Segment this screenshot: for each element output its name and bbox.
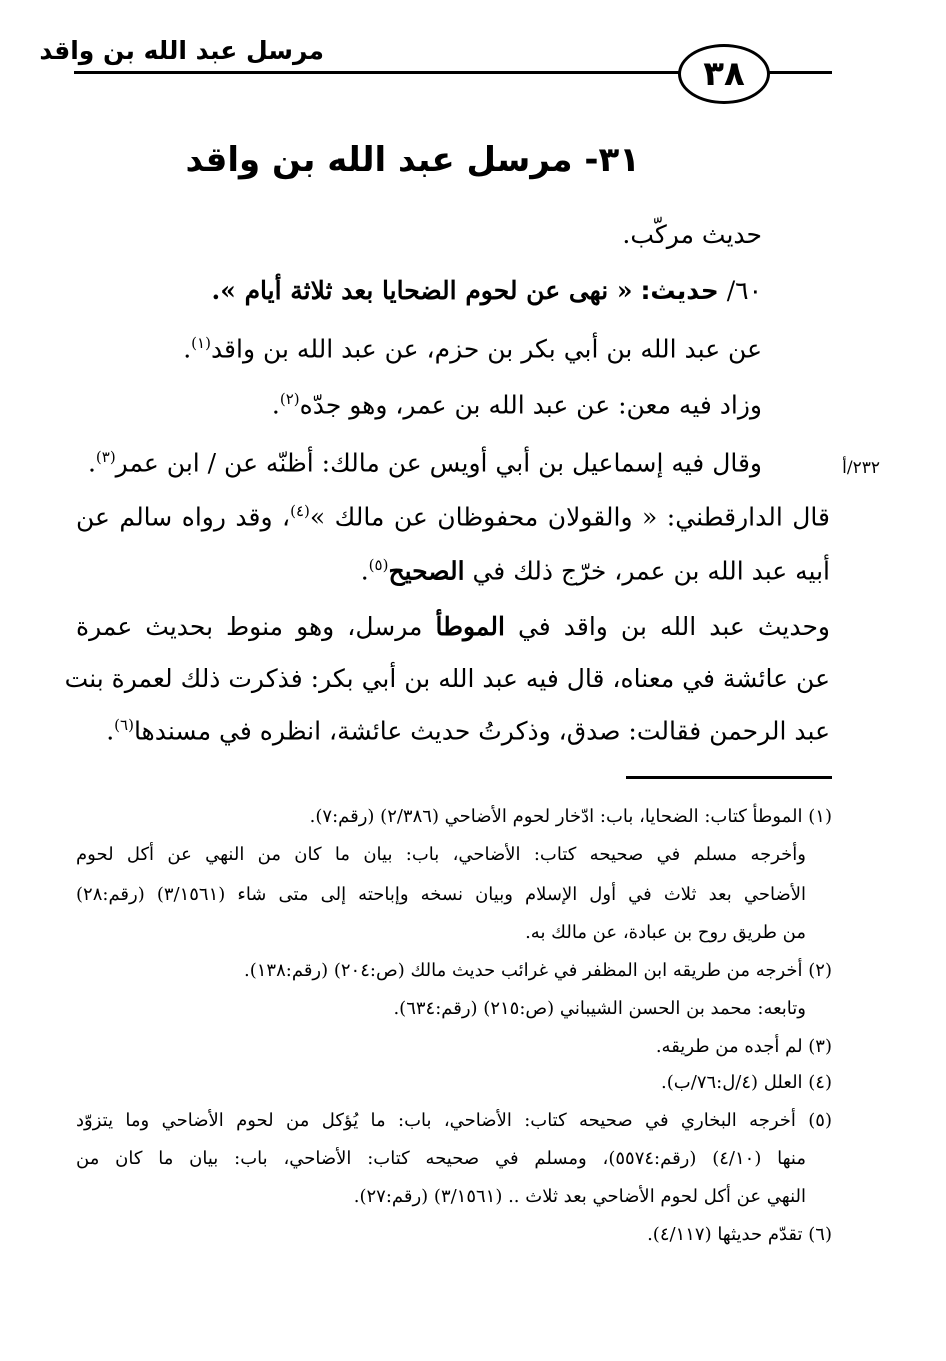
footnote-ref-5: (٥) [368,556,389,574]
footnote-ref-1: (١) [191,334,211,352]
body-line-4-text: وزاد فيه معن: عن عبد الله بن عمر، وهو جدّه [299,390,762,420]
body-line-8 [76,612,830,642]
footnote-6: (٦) تقدّم حديثها (٤/١١٧). [647,1224,832,1245]
chapter-title: ٣١- مرسل عبد الله بن واقد [185,140,640,180]
body-line-5: وقال فيه إسماعيل بن أبي أويس عن مالك: أظنّه عن / ابن عمر$^{(٣)}$. [87,448,762,478]
footnote-5-line-3: النهي عن أكل لحوم الأضاحي بعد ثلاث .. (٣/١٥٦١) (رقم:٢٧). [353,1186,806,1207]
footnote-ref-3: (٣) [95,448,116,466]
body-line-8-text-a: وحديث عبد الله بن واقد في [517,612,831,641]
footnote-separator [626,776,832,779]
body-line-1: حديث مركّب. [622,220,762,249]
margin-folio-note: ٢٣٢/أ [842,458,880,478]
body-line-6-text-a: قال الدارقطني: « والقولان محفوظان عن مالك » [309,502,830,532]
body-line-3: عن عبد الله بن أبي بكر بن حزم، عن عبد الله بن واقد$^{(١)}$. [183,334,762,364]
footnote-2: (٢) أخرجه من طريقه ابن المظفر في غرائب حديث مالك (ص:٢٠٤) (رقم:١٣٨). [244,960,832,981]
page-number: ٣٨ [678,44,770,104]
body-line-7: أبيه عبد الله بن عمر، خرّج ذلك في الصحيح$^{(٥)}$. [360,556,830,586]
footnote-1-line-2: وأخرجه مسلم في صحيحه كتاب: الأضاحي، باب: بيان ما كان من النهي عن أكل لحوم [76,844,806,865]
body-line-8-bold: الموطأ [435,612,505,641]
footnote-1: (١) الموطأ كتاب: الضحايا، باب: ادّخار لحوم الأضاحي (٢/٣٨٦) (رقم:٧). [309,806,832,827]
body-line-10: عبد الرحمن فقالت: صدق، وذكرتُ حديث عائشة، انظره في مسندها$^{(٦)}$. [106,716,830,746]
footnote-3: (٣) لم أجده من طريقه. [655,1036,832,1057]
footnote-2-line-2: وتابعه: محمد بن الحسن الشيباني (ص:٢١٥) (رقم:٦٣٤). [393,998,806,1019]
body-line-9: عن عائشة في معناه، قال فيه عبد الله بن أبي بكر: فذكرت ذلك لعمرة بنت [64,664,830,693]
body-line-8-text-b: مرسل، وهو منوط بحديث عمرة [76,612,423,641]
body-line-3-text: عن عبد الله بن أبي بكر بن حزم، عن عبد الله بن واقد [210,334,762,364]
footnote-5: (٥) أخرجه البخاري في صحيحه كتاب: الأضاحي، باب: ما يُؤكل من لحوم الأضاحي وما يتزوّد [76,1110,832,1131]
body-line-6 [76,502,830,532]
footnote-4: (٤) العلل (٤/ل:٧٦/ب). [661,1072,832,1093]
footnote-5-line-2: منها (٤/١٠) (رقم:٥٥٧٤)، ومسلم في صحيحه كتاب: الأضاحي، باب: بيان ما كان من [76,1148,807,1169]
footnote-1-line-3: الأضاحي بعد ثلاث في أول الإسلام وبيان نسخه وإباحته إلى متى شاء (٣/١٥٦١) (رقم:٢٨) [76,884,806,905]
hadith-number: ٦٠/ [726,276,762,305]
footnote-ref-4: (٤) [290,502,310,520]
footnote-ref-2: (٢) [279,390,300,408]
hadith-text: « نهى عن لحوم الضحايا بعد ثلاثة أيام ». [211,276,633,305]
hadith-label: حديث: [640,276,719,305]
body-line-10-text: عبد الرحمن فقالت: صدق، وذكرتُ حديث عائشة، انظره في مسندها [133,716,830,746]
body-line-6-text-b: ، وقد رواه سالم عن [76,502,291,532]
hadith-heading [212,276,762,306]
body-line-4: وزاد فيه معن: عن عبد الله بن عمر، وهو جدّه$^{(٢)}$. [271,390,762,420]
body-line-5-text: وقال فيه إسماعيل بن أبي أويس عن مالك: أظنّه عن / ابن عمر [115,448,762,478]
body-line-7-text: أبيه عبد الله بن عمر، خرّج ذلك في [472,556,830,586]
footnote-1-line-4: من طريق روح بن عبادة، عن مالك به. [525,922,806,943]
body-line-7-bold: الصحيح [388,556,465,586]
footnote-ref-6: (٦) [114,716,134,734]
running-title: مرسل عبد الله بن واقد [39,36,324,65]
